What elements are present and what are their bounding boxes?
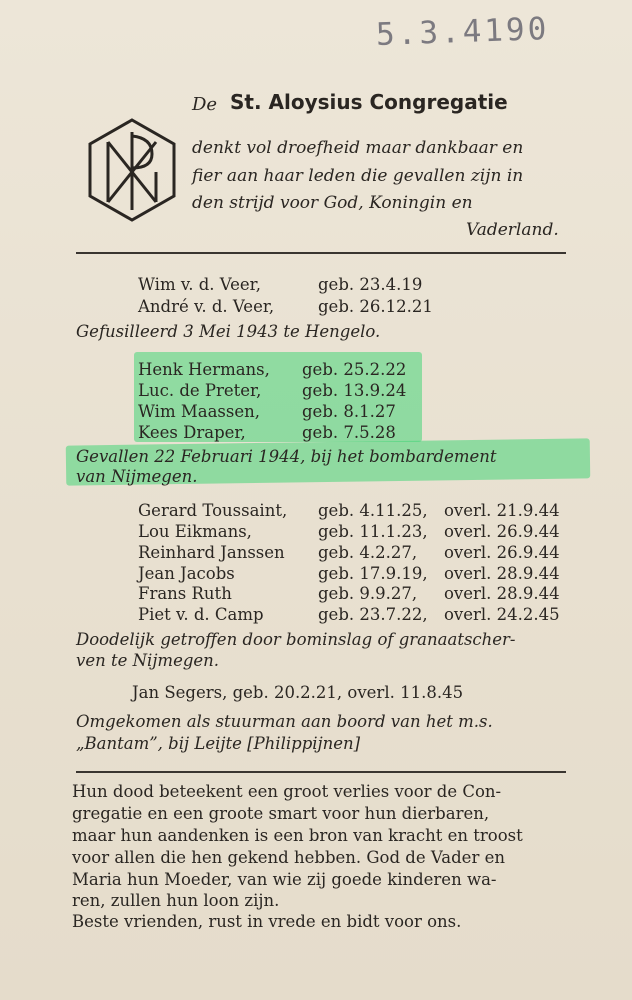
group-caption: Gefusilleerd 3 Mei 1943 te Hengelo. xyxy=(76,322,381,341)
person-name: Wim v. d. Veer, xyxy=(138,275,261,294)
person-name: Henk Hermans, xyxy=(138,360,270,379)
person-born: geb. 23.4.19 xyxy=(318,275,423,294)
person-born: geb. 9.9.27, xyxy=(318,584,418,603)
closing-line: ren, zullen hun loon zijn. xyxy=(72,891,280,910)
person-born: geb. 8.1.27 xyxy=(302,402,396,421)
group-caption: ven te Nijmegen. xyxy=(76,651,220,670)
intro-line: denkt vol droefheid maar dankbaar en xyxy=(192,138,524,158)
intro-line: den strijd voor God, Koningin en xyxy=(192,193,473,213)
title-prefix: De xyxy=(192,94,218,115)
person-name: Jean Jacobs xyxy=(138,564,235,583)
person-name: Frans Ruth xyxy=(138,584,232,603)
closing-line: Beste vrienden, rust in vrede en bidt voor ons. xyxy=(72,912,462,931)
closing-line: maar hun aandenken is een bron van kracht en troost xyxy=(72,826,523,845)
divider xyxy=(76,771,566,773)
closing-line: Hun dood beteekent een groot verlies voor de Con- xyxy=(72,782,502,801)
archive-number: 5.3.4190 xyxy=(375,10,550,54)
person-born: geb. 4.11.25, xyxy=(318,501,428,520)
person-name: Lou Eikmans, xyxy=(138,522,252,541)
person-died: overl. 24.2.45 xyxy=(444,605,560,624)
group-caption: Omgekomen als stuurman aan boord van het m.s. xyxy=(76,712,493,731)
intro-line: fier aan haar leden die gevallen zijn in xyxy=(192,166,524,186)
person-name: Gerard Toussaint, xyxy=(138,501,288,520)
person-born: geb. 25.2.22 xyxy=(302,360,407,379)
intro-line: Vaderland. xyxy=(466,220,559,240)
person-born: geb. 23.7.22, xyxy=(318,605,428,624)
person-name: Reinhard Janssen xyxy=(138,543,285,562)
person-died: overl. 28.9.44 xyxy=(444,564,560,583)
person-born: geb. 17.9.19, xyxy=(318,564,428,583)
person-born: geb. 4.2.27, xyxy=(318,543,418,562)
group-caption: Doodelijk getroffen door bominslag of granaatscher- xyxy=(76,630,516,649)
closing-line: gregatie en een groote smart voor hun dierbaren, xyxy=(72,804,490,823)
page-title: St. Aloysius Congregatie xyxy=(230,90,508,114)
person-born: geb. 7.5.28 xyxy=(302,423,396,442)
divider xyxy=(76,252,566,254)
person-died: overl. 28.9.44 xyxy=(444,584,560,603)
group-caption: „Bantam”, bij Leijte [Philippijnen] xyxy=(76,734,361,753)
group-caption: van Nijmegen. xyxy=(76,467,198,486)
person-born: geb. 11.1.23, xyxy=(318,522,428,541)
person-died: overl. 21.9.44 xyxy=(444,501,560,520)
group-caption: Gevallen 22 Februari 1944, bij het bombardement xyxy=(76,447,497,466)
person-died: overl. 26.9.44 xyxy=(444,522,560,541)
person-name: Wim Maassen, xyxy=(138,402,260,421)
person-born: geb. 26.12.21 xyxy=(318,297,433,316)
person-name: Luc. de Preter, xyxy=(138,381,262,400)
person-name: Piet v. d. Camp xyxy=(138,605,264,624)
person-died: overl. 26.9.44 xyxy=(444,543,560,562)
closing-line: Maria hun Moeder, van wie zij goede kinderen wa- xyxy=(72,870,497,889)
person-name: André v. d. Veer, xyxy=(138,297,275,316)
person-name: Kees Draper, xyxy=(138,423,246,442)
person-born: geb. 13.9.24 xyxy=(302,381,407,400)
person-line: Jan Segers, geb. 20.2.21, overl. 11.8.45 xyxy=(132,683,464,702)
closing-line: voor allen die hen gekend hebben. God de Vader en xyxy=(72,848,505,867)
chi-rho-monogram-icon xyxy=(86,116,178,224)
